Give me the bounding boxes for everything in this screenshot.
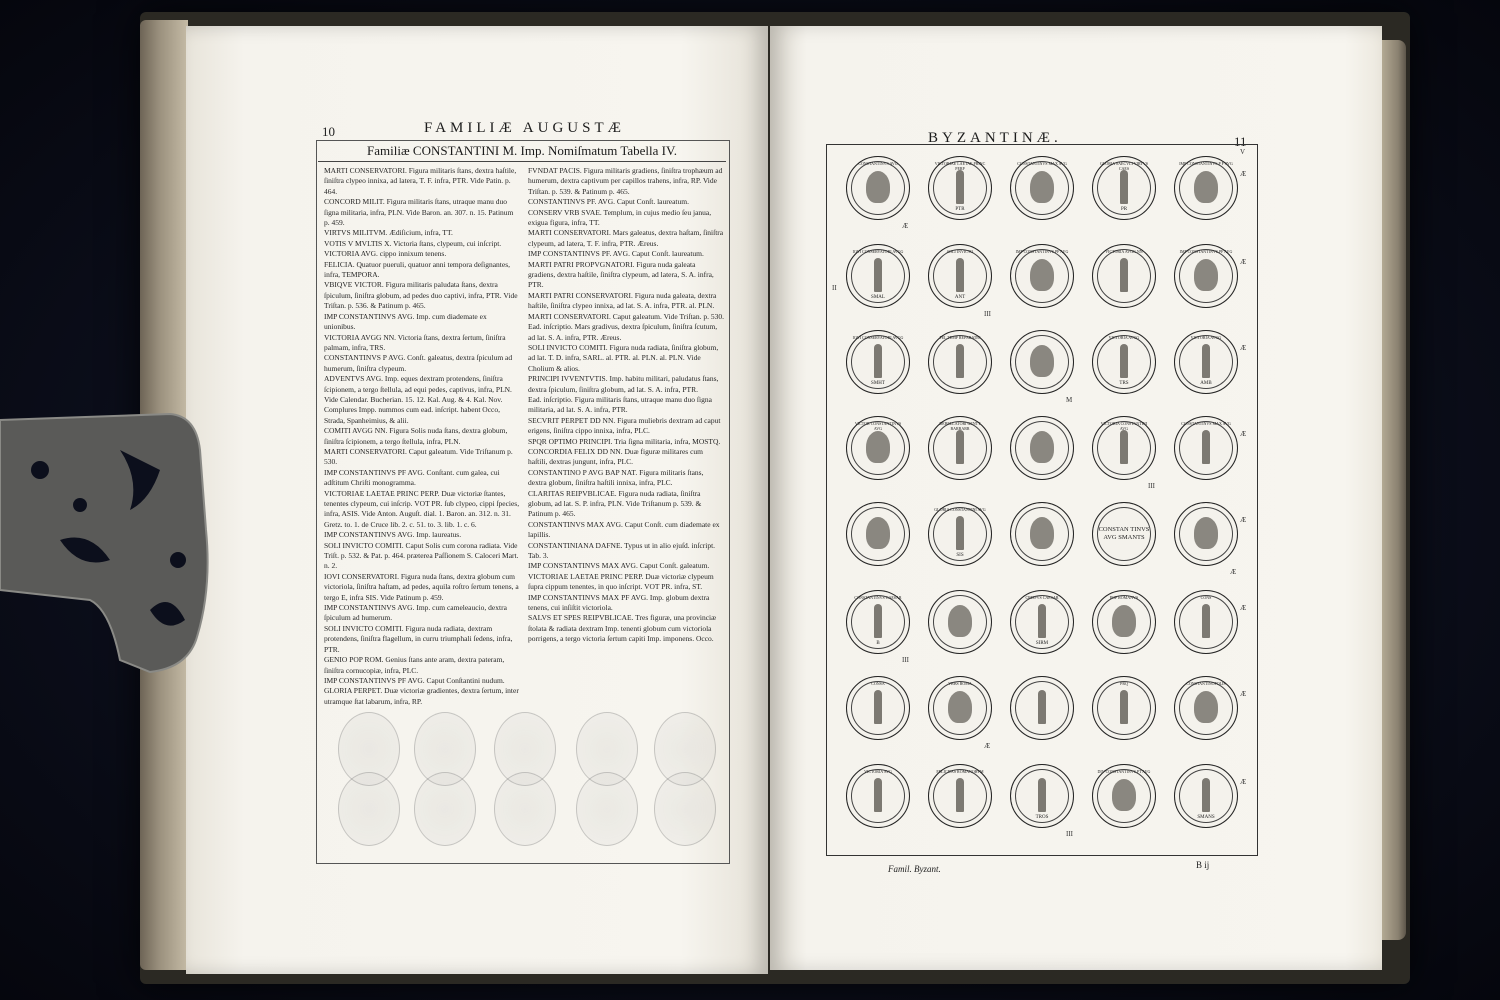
coin-medallion <box>846 676 910 740</box>
catalogue-entry: IMP CONSTANTINVS AVG. Imp. laureatus. <box>324 530 462 540</box>
catalogue-entry: CONSTANTINO P AVG BAP NAT. Figura militaris ſtans, dextra globum, ſiniſtra haſtili innixa, infra, PLC. <box>528 467 704 488</box>
catalogue-entry: VIRTVS MILITVM. Ædiſicium, infra, TT. <box>324 228 453 238</box>
catalogue-entry: IMP CONSTANTINVS PF. AVG. Caput Conſt. laureatum. <box>528 249 704 259</box>
coin-standing-figure <box>1038 604 1046 638</box>
coin-medallion <box>1010 330 1074 394</box>
catalogue-entry: MARTI CONSERVATORI. Caput galeatum. Vide Triſtan. p. 530. <box>528 311 724 321</box>
coin-standing-figure <box>956 258 964 292</box>
coin-legend: CRISPVS CAESAR <box>1025 595 1059 600</box>
coin-bust-portrait <box>866 171 890 203</box>
coin-standing-figure <box>874 690 882 724</box>
coin-mark: Æ <box>1230 568 1237 576</box>
catalogue-entry: MARTI CONSERVATORI. Caput galeatum. Vide Triſtanum p. 530. <box>324 446 513 467</box>
coin-bust-portrait <box>1194 171 1218 203</box>
coin-bust-portrait <box>866 431 890 463</box>
catalogue-entry: IMP CONSTANTINVS PF AVG. Conſtant. cum galea, cui adſtitum Chriſti monogramma. <box>324 467 500 488</box>
coin-medallion <box>1092 244 1156 308</box>
coin-bust-portrait <box>948 605 972 637</box>
coin-standing-figure <box>874 778 882 812</box>
coin-standing-figure <box>1120 170 1128 204</box>
coin-mark: III <box>1148 482 1155 490</box>
coin-medallion <box>928 244 992 308</box>
row-mark-left: II <box>832 284 837 292</box>
ghost-coin <box>494 772 556 846</box>
catalogue-entry: MARTI CONSERVATORI. Mars galeatus, dextra haſtam, ſiniſtra clypeum, ad latera, T. F. infra, PTR. Æreus. <box>528 228 724 248</box>
row-mark-right: Æ <box>1240 516 1247 524</box>
coin-legend: IMP CONSTANTINVS P F AVG <box>1179 161 1233 166</box>
coin-medallion <box>846 502 910 566</box>
coin-medallion <box>846 416 910 480</box>
coin-medallion <box>1010 502 1074 566</box>
coin-legend: IMP CONSTANTINVS PF AVG <box>1179 249 1233 254</box>
catalogue-entry: CONSTANTINVS MAX AVG. Caput Conſt. cum diademate ex lapillis. <box>528 519 720 540</box>
coin-legend: VICTORIA AVG <box>864 769 892 774</box>
coin-medallion <box>1174 502 1238 566</box>
catalogue-entry: CONSERV VRB SVAE. Templum, in cujus medio ſeu janua, exigua figura, infra, TT. <box>528 207 712 228</box>
coin-legend: VICTORIA CONSTANTINI AVG <box>1100 421 1148 431</box>
coin-medallion <box>1092 502 1156 566</box>
left-page-number: 10 <box>322 124 335 139</box>
coin-medallion <box>1092 330 1156 394</box>
coin-standing-figure <box>956 170 964 204</box>
coin-legend: IOVI CONSERVATORI AVGG <box>852 249 904 254</box>
catalogue-entry: SALVS ET SPES REIPVBLICAE. Tres figuræ, una provinciæ ſtolata & radiata dextram Imp. tenenti globum cum victoriola porrigens, a tergo victoria ſertum capiti Imp. imponens. Occo. <box>528 613 717 644</box>
row-mark-right: Æ <box>1240 604 1247 612</box>
coin-legend: GLORIA SAECVLI VIRTVS CAES <box>1100 161 1148 171</box>
coin-legend: CONSTANTINVS CAESAR <box>854 595 902 600</box>
coin-legend: CONS <box>1200 595 1212 600</box>
row-mark-right: Æ <box>1240 258 1247 266</box>
coin-legend: VICTORIA AVGG NN <box>1105 249 1143 254</box>
catalogue-entry: FELICIA. Quatuor pueruli, quatuor anni tempora deſignantes, infra, TEMPORA. <box>324 259 510 280</box>
row-mark-right: Æ <box>1240 778 1247 786</box>
coin-medallion <box>928 156 992 220</box>
catalogue-entry: SOLI INVICTO COMITI. Figura nuda radiata, dextram protendens, ſiniſtra flagellum, in curru triumphali ſedens, infra, PTR. <box>324 623 513 654</box>
coin-medallion <box>846 764 910 828</box>
coin-legend: CONSTANTINOPOLIS <box>1186 681 1226 686</box>
coin-medallion <box>1092 590 1156 654</box>
coin-medallion <box>1092 676 1156 740</box>
catalogue-entry: CONSTANTINVS P AVG. Conſt. galeatus, dextra ſpiculum ad humerum, ſiniſtra clypeum. <box>324 353 513 373</box>
catalogue-entry: VICTORIA AVGG NN. Victoria ſtans, dextra ſertum, ſiniſtra palmam, infra, TRS. <box>324 332 506 352</box>
catalogue-entry: SOLI INVICTO COMITI. Figura nuda radiata, ſiniſtra globum, ad lat. T. D. infra, SARL. al. PTR. al. PLN. al. PLN. Vide Cholium & alios. <box>528 342 719 373</box>
coin-medallion <box>846 590 910 654</box>
coin-exergue: SMANS <box>1197 815 1215 820</box>
coin-standing-figure <box>956 516 964 550</box>
coin-legend: VICTOR CONSTANTINVS AVG <box>854 421 902 431</box>
catalogue-entry: CLARITAS REIPVBLICAE. Figura nuda radiata, ſiniſtra globum, ad lat. S. P. infra, PLN. Vide Triſtanum p. 539. & Patinum p. 465. <box>528 488 702 519</box>
plate-number: V <box>1240 148 1246 156</box>
coin-medallion <box>846 330 910 394</box>
row-mark-right: Æ <box>1240 170 1247 178</box>
coin-standing-figure <box>1202 778 1210 812</box>
catalogue-entry: VICTORIAE LAETAE PRINC PERP. Duæ victoriæ ſtantes, tenentes clypeum, cui inſcrip. VOT PR. ſub clypeo, cippi ſpecies, infra, ASIS. Vide Anton. Auguſt. dial. 1. Baron. an. 312. n. 31. Gretz. to. 1. de Cruce lib. 2. c. 51. to. 3. lib. 1. c. 6. <box>324 488 520 529</box>
row-mark-right: Æ <box>1240 430 1247 438</box>
tabella-title: Familiæ CONSTANTINI M. Imp. Nomiſmatum Tabella IV. <box>318 141 726 162</box>
coin-medallion <box>1010 244 1074 308</box>
catalogue-entry: GLORIA PERPET. Duæ victoriæ gradientes, dextra ſertum, inter utramque ſtat labarum, infra, RP. <box>324 686 519 706</box>
coin-standing-figure <box>956 778 964 812</box>
coin-medallion <box>1174 416 1238 480</box>
coin-medallion <box>1010 590 1074 654</box>
catalogue-entry: IMP CONSTANTINVS AVG. Imp. cum cameleaucio, dextra ſpiculum ad humerum. <box>324 603 507 623</box>
coin-exergue: SMAL <box>871 295 885 300</box>
catalogue-entry: IMP CONSTANTINVS MAX PF AVG. Imp. globum dextra tenens, cui inſiſtit victoriola. <box>528 592 710 613</box>
coin-standing-figure <box>1202 344 1210 378</box>
ghost-coin <box>654 772 716 846</box>
coin-medallion <box>1092 764 1156 828</box>
left-text-column <box>324 166 520 756</box>
coin-medallion <box>1092 416 1156 480</box>
coin-legend: CONSTANTINVS AVG <box>858 161 898 166</box>
coin-bust-portrait <box>1194 691 1218 723</box>
catalogue-entry: VBIQVE VICTOR. Figura militaris paludata ſtans, dextra ſpiculum, ſiniſtra globum, ad pedes duo captivi, infra, PTR. Vide Triſtan. p. 536. & Patinum p. 465. <box>324 280 518 311</box>
coin-mark: Æ <box>902 222 909 230</box>
coin-exergue: ANT <box>954 295 966 300</box>
coin-standing-figure <box>1038 690 1046 724</box>
catalogue-entry: GENIO POP ROM. Genius ſtans ante aram, dextra pateram, ſiniſtra cornucopiæ, infra, PLC. <box>324 655 505 675</box>
coin-medallion <box>928 764 992 828</box>
coin-standing-figure <box>1120 258 1128 292</box>
coin-bust-portrait <box>948 691 972 723</box>
ghost-coin <box>576 772 638 846</box>
catalogue-entry: SOLI INVICTO COMITI. Caput Solis cum corona radiata. Vide Triſt. p. 532. & Pat. p. 464. præterea Paſſionem S. Caloceri Mart. n. 2. <box>324 540 519 571</box>
coin-legend: DIV CONSTANTINVS PT AVG <box>1097 769 1151 774</box>
coin-mark: Æ <box>984 742 991 750</box>
catalogue-entry: IMP CONSTANTINVS MAX AVG. Caput Conſt. galeatum. <box>528 561 710 571</box>
catalogue-entry: MARTI PATRI CONSERVATORI. Figura nuda galeata, dextra haſtile, ſiniſtra clypeo innixa, ad lat. S. A. infra, PTR. al. PLN. <box>528 290 717 311</box>
coin-legend: VICTORIAE LAETAE PRINC PERP <box>934 161 986 171</box>
coin-legend: VICTORIA AVGG <box>1190 335 1222 340</box>
coin-medallion <box>1174 764 1238 828</box>
coin-mark: III <box>1066 830 1073 838</box>
coin-standing-figure <box>874 258 882 292</box>
catalogue-entry: SECVRIT PERPET DD NN. Figura muliebris dextram ad caput erigens, ſiniſtra cippo innixa, infra, PLC. <box>528 415 721 436</box>
coin-medallion <box>1174 330 1238 394</box>
catalogue-entry: CONSTANTINIANA DAFNE. Typus ut in alio ejuſd. inſcript. Tab. 3. <box>528 540 716 561</box>
right-footer-signature: Famil. Byzant. <box>888 864 941 874</box>
coin-mark: III <box>984 310 991 318</box>
coin-standing-figure <box>1120 430 1128 464</box>
coin-medallion <box>1174 244 1238 308</box>
coin-mark: M <box>1066 396 1073 404</box>
catalogue-entry: ADVENTVS AVG. Imp. eques dextram protendens, ſiniſtra ſcipionem, a tergo ſtellula, ad equi pedes, captivus, infra, PLN. Vide Calendar. Bucherian. 15. 12. Kal. Aug. & 4. Kal. Nov. Complures Impp. nummos cum ead. inſcript. habent Occo, Strada, Spanheimius, & alii. <box>324 374 512 425</box>
coin-bust-portrait <box>1194 259 1218 291</box>
coin-standing-figure <box>956 344 964 378</box>
coin-exergue: TRS <box>1119 381 1129 386</box>
catalogue-entry: FVNDAT PACIS. Figura militaris gradiens, ſiniſtra trophæum ad humerum, dextra captivum per capillos trahens, infra, RP. Vide Triſtan. p. 539. & Patinum p. 465. <box>528 166 723 196</box>
coin-legend: FEL TEMP REPARATIO <box>939 335 981 340</box>
row-mark-right: Æ <box>1240 690 1247 698</box>
coin-legend: CONSA <box>871 681 885 686</box>
catalogue-entry: COMITI AVGG NN. Figura Solis nuda ſtans, dextra globum, ſiniſtra ſcipionem, a tergo ſtellula, infra, PLN. <box>324 426 508 446</box>
coin-legend: DEBELLATORI GENTT BARBARR <box>939 421 981 431</box>
right-page-number: 11 <box>1234 134 1247 149</box>
right-text-column <box>528 166 724 756</box>
catalogue-entry: CONSTANTINVS PF. AVG. Caput Conſt. laureatum. <box>528 197 689 207</box>
ghost-coin <box>414 772 476 846</box>
coin-medallion <box>928 590 992 654</box>
coin-legend: IOVI CONSERVATORI AVGG <box>852 335 904 340</box>
coin-exergue: SMHT <box>871 381 885 386</box>
coin-bust-portrait <box>1030 345 1054 377</box>
catalogue-entry: VOTIS V MVLTIS X. Victoria ſtans, clypeum, cui inſcript. VICTORIA AVG. cippo innixum tenens. <box>324 238 502 259</box>
coin-bust-portrait <box>1194 517 1218 549</box>
coin-legend: CONSTANTINVS MAX AVG <box>1181 421 1231 426</box>
coin-standing-figure <box>1202 604 1210 638</box>
coin-legend: CONSTAN TINVS AVG SMANTS <box>1098 526 1150 541</box>
coin-medallion <box>1010 676 1074 740</box>
coin-bust-portrait <box>1030 259 1054 291</box>
right-running-head: BYZANTINÆ. <box>928 130 1062 146</box>
coin-legend: PRQ <box>1120 681 1128 686</box>
catalogue-entry: MARTI CONSERVATORI. Figura militaris ſtans, dextra haſtile, ſiniſtra clypeo innixa, ad latera, T. F. infra, PTR. Vide Patin. p. 464. <box>324 166 517 196</box>
coin-medallion <box>846 156 910 220</box>
metal-clasp <box>0 410 215 675</box>
coin-bust-portrait <box>866 517 890 549</box>
catalogue-entry: Ead. inſcriptio. Mars gradivus, dextra ſpiculum, ſiniſtra ſcutum, ad lat. S. A. infra, PTR. Æreus. <box>528 322 718 342</box>
coin-medallion <box>1010 416 1074 480</box>
catalogue-entry: CONCORDIA FELIX DD NN. Duæ figuræ militares cum haſtili, dextras jungunt, infra, PLC. <box>528 446 703 467</box>
coin-legend: VICTORIA AVGG <box>1108 335 1140 340</box>
catalogue-entry: IOVI CONSERVATORI. Figura nuda ſtans, dextra globum cum victoriola, ſiniſtra haſtam, ad pedes, aquila roſtro ſertum tenens, a tergo E, infra SIS. Vide Patinum p. 459. <box>324 571 519 602</box>
coin-exergue: AMB <box>1200 381 1212 386</box>
coin-legend: GLORIA CONSTANTINI AVG <box>934 507 986 512</box>
coin-medallion <box>928 676 992 740</box>
coin-exergue: PR <box>1120 207 1128 212</box>
coin-standing-figure <box>874 604 882 638</box>
coin-exergue: SIRM <box>1035 641 1049 646</box>
coin-legend: IMP CONSTANTINVS PF AVG <box>1015 249 1069 254</box>
row-mark-right: Æ <box>1240 344 1247 352</box>
coin-exergue: B <box>876 641 880 646</box>
catalogue-entry: PRINCIPI IVVENTVTIS. Imp. habitu militari, paludatus ſtans, dextra ſpiculum, ſiniſtra globum, ad lat. S. A. infra, PTR. <box>528 374 719 394</box>
coin-bust-portrait <box>1030 171 1054 203</box>
coin-standing-figure <box>1202 430 1210 464</box>
coin-standing-figure <box>874 344 882 378</box>
coin-bust-portrait <box>1030 431 1054 463</box>
coin-exergue: PTR <box>955 207 965 212</box>
right-footer-gathering: B ij <box>1196 860 1210 870</box>
coin-legend: FELICITAS ROMANORVM <box>936 769 984 774</box>
catalogue-entry: CONCORD MILIT. Figura militaris ſtans, utraque manu duo ſigna militaria, infra, PLN. Vide Baron. an. 307. n. 15. Patinum p. 459. <box>324 197 514 228</box>
coin-medallion <box>1010 764 1074 828</box>
coin-medallion <box>928 502 992 566</box>
coin-standing-figure <box>956 430 964 464</box>
coin-exergue: SIS <box>956 553 964 558</box>
coin-medallion <box>1010 156 1074 220</box>
coin-standing-figure <box>1120 344 1128 378</box>
book-edge-right <box>1380 40 1406 940</box>
catalogue-entry: VICTORIAE LAETAE PRINC PERP. Duæ victoriæ clypeum ſupra cippum tenentes, in quo inſcript. VOT PR. infra, ST. <box>528 571 714 592</box>
coin-legend: POP ROMANVS <box>1109 595 1139 600</box>
left-running-head: FAMILIÆ AUGUSTÆ <box>424 120 625 136</box>
catalogue-entry: IMP CONSTANTINVS PF AVG. Caput Conſtantini nudum. <box>324 675 505 685</box>
coin-medallion <box>1174 590 1238 654</box>
coin-standing-figure <box>1038 778 1046 812</box>
coin-standing-figure <box>1120 690 1128 724</box>
coin-medallion <box>846 244 910 308</box>
coin-medallion <box>1174 676 1238 740</box>
coin-medallion <box>1092 156 1156 220</box>
coin-medallion <box>928 330 992 394</box>
coin-legend: CONSTANTINVS MAX AVG <box>1017 161 1067 166</box>
catalogue-entry: IMP CONSTANTINVS AVG. Imp. cum diademate ex unionibus. <box>324 311 487 332</box>
coin-legend: VRBS ROMA <box>948 681 972 686</box>
catalogue-entry: SPQR OPTIMO PRINCIPI. Tria ſigna militaria, infra, MOSTQ. <box>528 436 721 446</box>
ghost-coin <box>338 772 400 846</box>
coin-mark: III <box>902 656 909 664</box>
catalogue-entry: Ead. inſcriptio. Figura militaris ſtans, utraque manu duo ſigna militaria, ad lat. S. A. infra, PTR. <box>528 394 712 415</box>
coin-bust-portrait <box>1112 779 1136 811</box>
coin-exergue: TROS <box>1035 815 1049 820</box>
coin-medallion <box>1174 156 1238 220</box>
coin-legend: SOLI INVICTO <box>946 249 974 254</box>
coin-medallion <box>928 416 992 480</box>
catalogue-entry: MARTI PATRI PROPVGNATORI. Figura nuda galeata gradiens, dextra haſtile, ſiniſtra clypeum, ad latera, S. A. infra, PTR. <box>528 259 714 290</box>
coin-bust-portrait <box>1112 605 1136 637</box>
coin-bust-portrait <box>1030 517 1054 549</box>
